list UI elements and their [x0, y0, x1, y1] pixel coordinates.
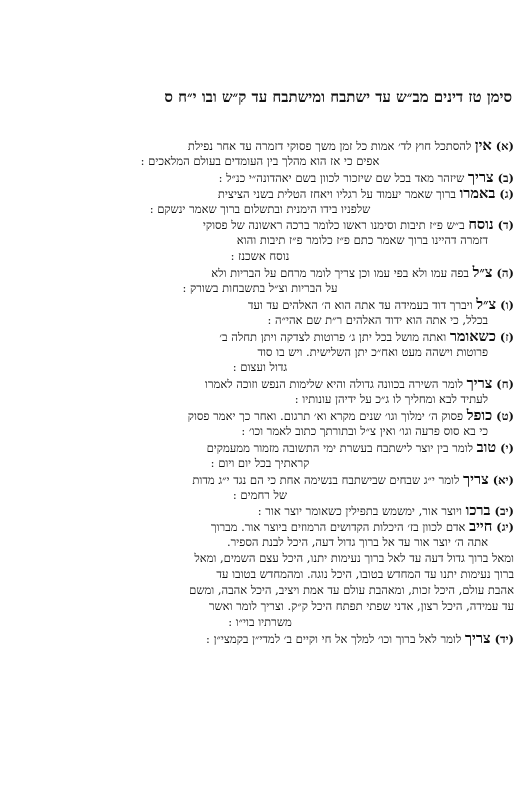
text-line [6, 138, 514, 154]
section-number: (ה) [492, 266, 514, 281]
page-header: סימן טז דינים מב״ש עד ישתבח ומישתבח עד ק״ש ובו י״ח ס [164, 88, 512, 106]
section-number: (י) [496, 440, 514, 455]
line-text: אתה ה׳ יוצר אור עד אל ברוך גדול דעה, היכל לבנת הספיר. [226, 535, 488, 550]
line-text: לומר י״ג שבחים שבישתבח בנשימה אחת כי הם נגד י״ג מדות [192, 472, 464, 487]
text-line [6, 297, 514, 313]
line-text: אפים כי אז הוא מהלך בין העומדים בעולם המלאכים : [140, 153, 380, 168]
text-line [6, 154, 514, 170]
section-number: (יג) [492, 520, 514, 535]
text-line [6, 551, 514, 567]
text-line [6, 249, 514, 265]
text-line [6, 424, 514, 440]
text-line [6, 408, 514, 424]
line-text: ויברך דוד בעמידה עד אתה הוא ה׳ האלהים עד ועד [247, 297, 477, 312]
lead-word: צריך [467, 169, 494, 186]
text-line [6, 567, 514, 583]
text-line [6, 233, 514, 249]
line-text: לומר בין יוצר לישתבח בעשרת ימי התשובה מזמור ממעמקים [206, 440, 477, 455]
text-line [6, 329, 514, 345]
section-number: (יב) [490, 504, 514, 519]
lead-word: כשאומר [449, 328, 496, 345]
line-text: שלפניו בידו הימנית ובתשלום ברוך שאמר ינשקם : [149, 201, 371, 216]
document-body [6, 138, 514, 647]
line-text: דזמרה דהיינו ברוך שאמר כתם פ״ז כלומר פ״ז תיבות והוא [236, 233, 488, 248]
line-text: אהבת עולם, היכל זכות, ומאהבת עולם עד אמת ויציב, היכל אהבה, ומשם [189, 582, 514, 597]
lead-word: צריך [466, 376, 493, 393]
line-text: קראתיך בכל יום ויום : [210, 455, 310, 470]
line-text: עד עמידה, היכל רצון, אדני שפתי תפתח היכל ק״ק. וצריך לומר ואשר [208, 598, 514, 613]
section-number: (ו) [496, 297, 514, 312]
section-number: (ח) [492, 377, 514, 392]
line-text: של רחמים : [232, 487, 288, 502]
line-text: לומר לאל ברוך וכו׳ למלך אל חי וקיים ב׳ למדי״ן בקמצי״ן : [206, 631, 465, 646]
line-text: נוסח אשכנז : [230, 249, 290, 264]
line-text: ויוצר אור, ימשמש בתפילין כשאומר יוצר אור : [257, 504, 466, 519]
lead-word: ברכו [465, 503, 491, 520]
lead-word: באמרו [459, 185, 496, 202]
section-number: (ג) [495, 186, 514, 201]
text-line [6, 186, 514, 202]
text-line [6, 472, 514, 488]
line-text: ברוך נעימות יתנו עד המחדש בטובו, היכל נוגה. ומהמחדש בטובו עד [216, 567, 514, 582]
text-line [6, 456, 514, 472]
line-text: פסוק ה׳ ימלוך וגו׳ שנים מקרא וא׳ תרגום. ואחר כך יאמר פסוק [187, 409, 467, 424]
line-text: לעתיד לבא ומחליך לו ג״כ על ידיהן עונותיו : [294, 392, 488, 407]
text-line [6, 376, 514, 392]
text-line [6, 360, 514, 376]
lead-word: צריך [464, 630, 491, 647]
text-line [6, 535, 514, 551]
line-text: ב״ש פ״ז תיבות וסימנו ראשו כלומר ברכה ראשונה של פסוקי [202, 218, 469, 233]
text-line [6, 503, 514, 519]
line-text: גדול ועצום : [232, 360, 288, 375]
line-text: ומאל ברוך גדול דעה עד לאל ברוך נעימות יתנו, היכל עצם השמים, ומאל [194, 551, 514, 566]
text-line [6, 631, 514, 647]
lead-word: צ״ל [476, 296, 497, 313]
lead-word: נוסח [468, 217, 494, 234]
text-line [6, 345, 514, 361]
lead-word: טוב [476, 439, 497, 456]
section-number: (ט) [492, 409, 514, 424]
text-line [6, 392, 514, 408]
text-line [6, 488, 514, 504]
text-line [6, 440, 514, 456]
line-text: ואתה מושל בכל יתן ג׳ פרוטות לצדקה ויתן תחלה ב׳ [219, 329, 450, 344]
section-number: (יד) [490, 631, 514, 646]
text-line [6, 217, 514, 233]
line-text: על הבריות וצ״ל בתשבחות בשורק : [182, 281, 338, 296]
text-line [6, 599, 514, 615]
text-line [6, 202, 514, 218]
section-number: (א) [491, 139, 514, 153]
lead-word: אין [474, 138, 492, 154]
line-text: לומר השירה בכוונה גדולה והיא שלימות הנפש וזוכה לאמרו [204, 377, 467, 392]
text-line [6, 313, 514, 329]
line-text: ברוך שאמר יעמוד על רגליו ויאחז הטלית בשני הציצית [217, 186, 460, 201]
line-text: פרוטות וישהה מעט ואח״כ יתן השלישית. ויש בו סוד [257, 344, 488, 359]
line-text: כי בא סוס פרעה וגו׳ ואין צ״ל ובתורתך כתוב לאמר וכו׳ : [241, 424, 488, 439]
section-number: (ד) [493, 218, 514, 233]
line-text: בכלל, כי אתה הוא ידוד האלהים ר״ת שם אהי״ה : [267, 312, 488, 327]
lead-word: צריך [463, 471, 489, 488]
lead-word: צ״ל [472, 265, 493, 282]
text-line [6, 615, 514, 631]
lead-word: כופל [466, 408, 493, 425]
line-text: משרתיו בוי״ו : [228, 614, 292, 629]
text-line [6, 170, 514, 186]
line-text: אדם לכוון בז׳ היכלות הקדושים הרמוזים ביוצר אור. מברוך [210, 520, 470, 535]
line-text: שיזהר מאד בכל שם שיזכור לכוון בשם יאהדונה״י כנ״ל : [218, 170, 468, 185]
section-number: (יא) [488, 472, 514, 487]
section-number: (ב) [493, 170, 514, 185]
section-number: (ז) [495, 329, 514, 344]
text-line [6, 519, 514, 535]
text-line [6, 583, 514, 599]
line-text: בפה עמו ולא בפי עמו וכן צריך לומר מרחם על הבריות ולא [211, 266, 473, 281]
line-text: להסתכל חוץ לד׳ אמות כל זמן משך פסוקי דזמרה עד אחר נפילת [187, 139, 475, 153]
text-line [6, 265, 514, 281]
text-line [6, 281, 514, 297]
lead-word: חייב [469, 519, 493, 536]
